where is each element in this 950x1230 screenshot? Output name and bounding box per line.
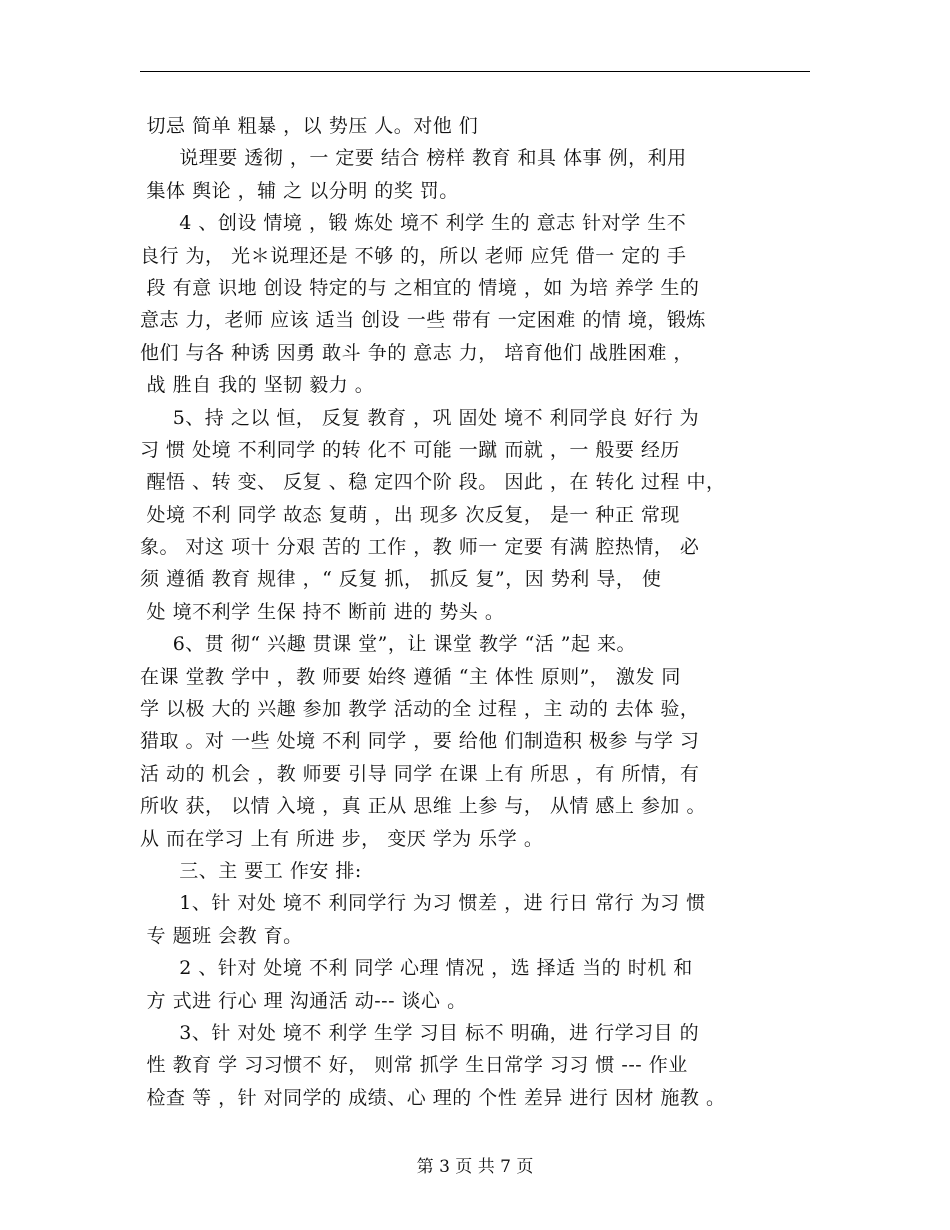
text-line: 所收 获， 以情 入境 ，真 正从 思维 上参 与， 从情 感上 参加 。 xyxy=(140,795,706,818)
text-line: 醒悟 、转 变、 反复 、稳 定四个阶 段。 因此 ，在 转化 过程 中， xyxy=(140,471,726,494)
text-line: 1、针 对处 境不 利同学行 为习 惯差 ，进 行日 常行 为习 惯 xyxy=(140,892,706,915)
text-line: 象。 对这 项十 分艰 苦的 工作 ，教 师一 定要 有满 腔热情， 必 xyxy=(140,536,700,559)
text-line: 良行 为， 光＊说理还是 不够 的，所以 老师 应凭 借一 定的 手 xyxy=(140,244,687,267)
text-line: 习 惯 处境 不利同学 的转 化不 可能 一蹴 而就 ，一 般要 经历 xyxy=(140,438,680,461)
text-line: 集体 舆论 ，辅 之 以分明 的奖 罚。 xyxy=(140,179,459,202)
text-line: 段 有意 识地 创设 特定的与 之相宜的 情境 ，如 为培 养学 生的 xyxy=(140,276,700,299)
text-line: 方 式进 行心 理 沟通活 动--- 谈心 。 xyxy=(140,989,467,1012)
text-line: 4 、创设 情境 ，锻 炼处 境不 利学 生的 意志 针对学 生不 xyxy=(140,212,687,235)
text-line: 须 遵循 教育 规律 ，“ 反复 抓， 抓反 复”，因 势利 导， 使 xyxy=(140,568,662,591)
text-line: 专 题班 会教 育。 xyxy=(140,924,303,947)
text-line: 处 境不利学 生保 持不 断前 进的 势头 。 xyxy=(140,600,505,623)
section-heading: 三、主 要工 作安 排: xyxy=(140,859,362,882)
text-line: 切忌 简单 粗暴 ，以 势压 人。对他 们 xyxy=(140,115,479,137)
text-line: 说理要 透彻 ，一 定要 结合 榜样 教育 和具 体事 例，利用 xyxy=(140,147,687,170)
text-line: 3、针 对处 境不 利学 生学 习目 标不 明确，进 行学习目 的 xyxy=(140,1021,700,1044)
text-line: 6、贯 彻“ 兴趣 贯课 堂”，让 课堂 教学 “活 ”起 来。 xyxy=(140,633,636,656)
text-line: 他们 与各 种诱 因勇 敢斗 争的 意志 力， 培育他们 战胜困难 ， xyxy=(140,341,693,364)
text-line: 意志 力，老师 应该 适当 创设 一些 带有 一定困难 的情 境，锻炼 xyxy=(140,309,706,332)
text-line: 检查 等 ，针 对同学的 成绩、心 理的 个性 差异 进行 因材 施教 。 xyxy=(140,1086,726,1109)
body-text xyxy=(140,110,820,1114)
text-line: 2 、针对 处境 不利 同学 心理 情况 ，选 择适 当的 时机 和 xyxy=(140,957,693,980)
text-line: 性 教育 学 习习惯不 好， 则常 抓学 生日常学 习习 惯 --- 作业 xyxy=(140,1054,688,1077)
text-line: 学 以极 大的 兴趣 参加 教学 活动的全 过程 ，主 动的 去体 验， xyxy=(140,698,700,721)
text-line: 从 而在学习 上有 所进 步， 变厌 学为 乐学 。 xyxy=(140,827,544,850)
header-rule xyxy=(140,71,810,72)
text-line: 猎取 。对 一些 处境 不利 同学 ，要 给他 们制造积 极参 与学 习 xyxy=(140,730,700,753)
text-line: 5、持 之以 恒， 反复 教育 ，巩 固处 境不 利同学良 好行 为 xyxy=(140,406,700,429)
text-line: 处境 不利 同学 故态 复萌 ，出 现多 次反复， 是一 种正 常现 xyxy=(140,503,680,526)
page-number: 第 3 页 共 7 页 xyxy=(416,1157,534,1177)
text-line: 在课 堂教 学中 ，教 师要 始终 遵循 “主 体性 原则”， 激发 同 xyxy=(140,665,681,688)
text-line: 活 动的 机会 ，教 师要 引导 同学 在课 上有 所思 ，有 所情，有 xyxy=(140,762,700,785)
text-line: 战 胜自 我的 坚韧 毅力 。 xyxy=(140,374,375,397)
